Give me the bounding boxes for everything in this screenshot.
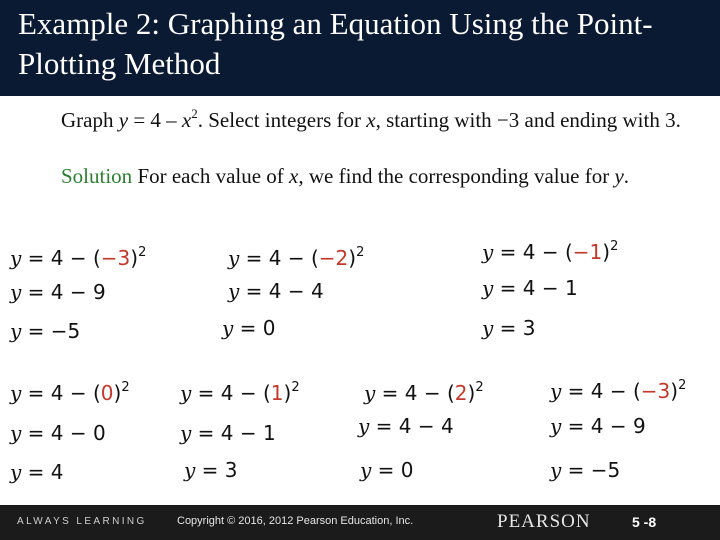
calc-x-2-step2: y = 4 − 4 bbox=[358, 414, 454, 438]
calc-x-2-step1: $y = 4 - (2)^2$ bbox=[364, 380, 484, 405]
calc-x-neg2-step1: $y = 4 - (-2)^2$ bbox=[228, 245, 365, 270]
calc-x-neg3-step1: $y = 4 - (-3)^2$ bbox=[10, 245, 147, 270]
solution-label: Solution bbox=[61, 164, 133, 188]
pearson-logo: PEARSON bbox=[497, 511, 591, 532]
calc-x-neg3-result: y = −5 bbox=[10, 319, 81, 343]
problem-statement: Graph $y = 4 - x^2$. Select integers for x, starting with −3 and ending with 3. bbox=[61, 106, 681, 132]
calc-x-neg1-step2: y = 4 − 1 bbox=[482, 276, 578, 300]
calc-x-neg3-step2: y = 4 − 9 bbox=[10, 280, 106, 304]
page-number: 5 -8 bbox=[632, 514, 657, 530]
title-bar bbox=[0, 0, 720, 96]
footer-bar bbox=[0, 505, 720, 540]
calc-x-neg2-result: y = 0 bbox=[222, 316, 276, 340]
calc-x-1-result: y = 3 bbox=[184, 458, 238, 482]
calc-x-1-step1: $y = 4 - (1)^2$ bbox=[180, 380, 300, 405]
calc-x-neg1-result: y = 3 bbox=[482, 316, 536, 340]
calc-x-2-result: y = 0 bbox=[360, 458, 414, 482]
slide-title: Example 2: Graphing an Equation Using the Point-Plotting Method bbox=[18, 6, 653, 81]
calc-x-0-step1: $y = 4 - (0)^2$ bbox=[10, 380, 130, 405]
calc-x-neg1-step1: $y = 4 - (-1)^2$ bbox=[482, 239, 619, 264]
solution-statement: Solution For each value of x, we find the corresponding value for y. bbox=[61, 164, 630, 188]
calc-x-0-result: y = 4 bbox=[10, 460, 64, 484]
calc-x-3-result: y = −5 bbox=[550, 458, 621, 482]
footer-tagline: ALWAYS LEARNING bbox=[17, 516, 147, 527]
calc-x-neg2-step2: y = 4 − 4 bbox=[228, 279, 324, 303]
footer-copyright: Copyright © 2016, 2012 Pearson Education, Inc. bbox=[177, 515, 414, 527]
calc-x-0-step2: y = 4 − 0 bbox=[10, 421, 106, 445]
calc-x-1-step2: y = 4 − 1 bbox=[180, 421, 276, 445]
calc-x-3-step1: $y = 4 - (-3)^2$ bbox=[550, 378, 687, 403]
calc-x-3-step2: y = 4 − 9 bbox=[550, 414, 646, 438]
